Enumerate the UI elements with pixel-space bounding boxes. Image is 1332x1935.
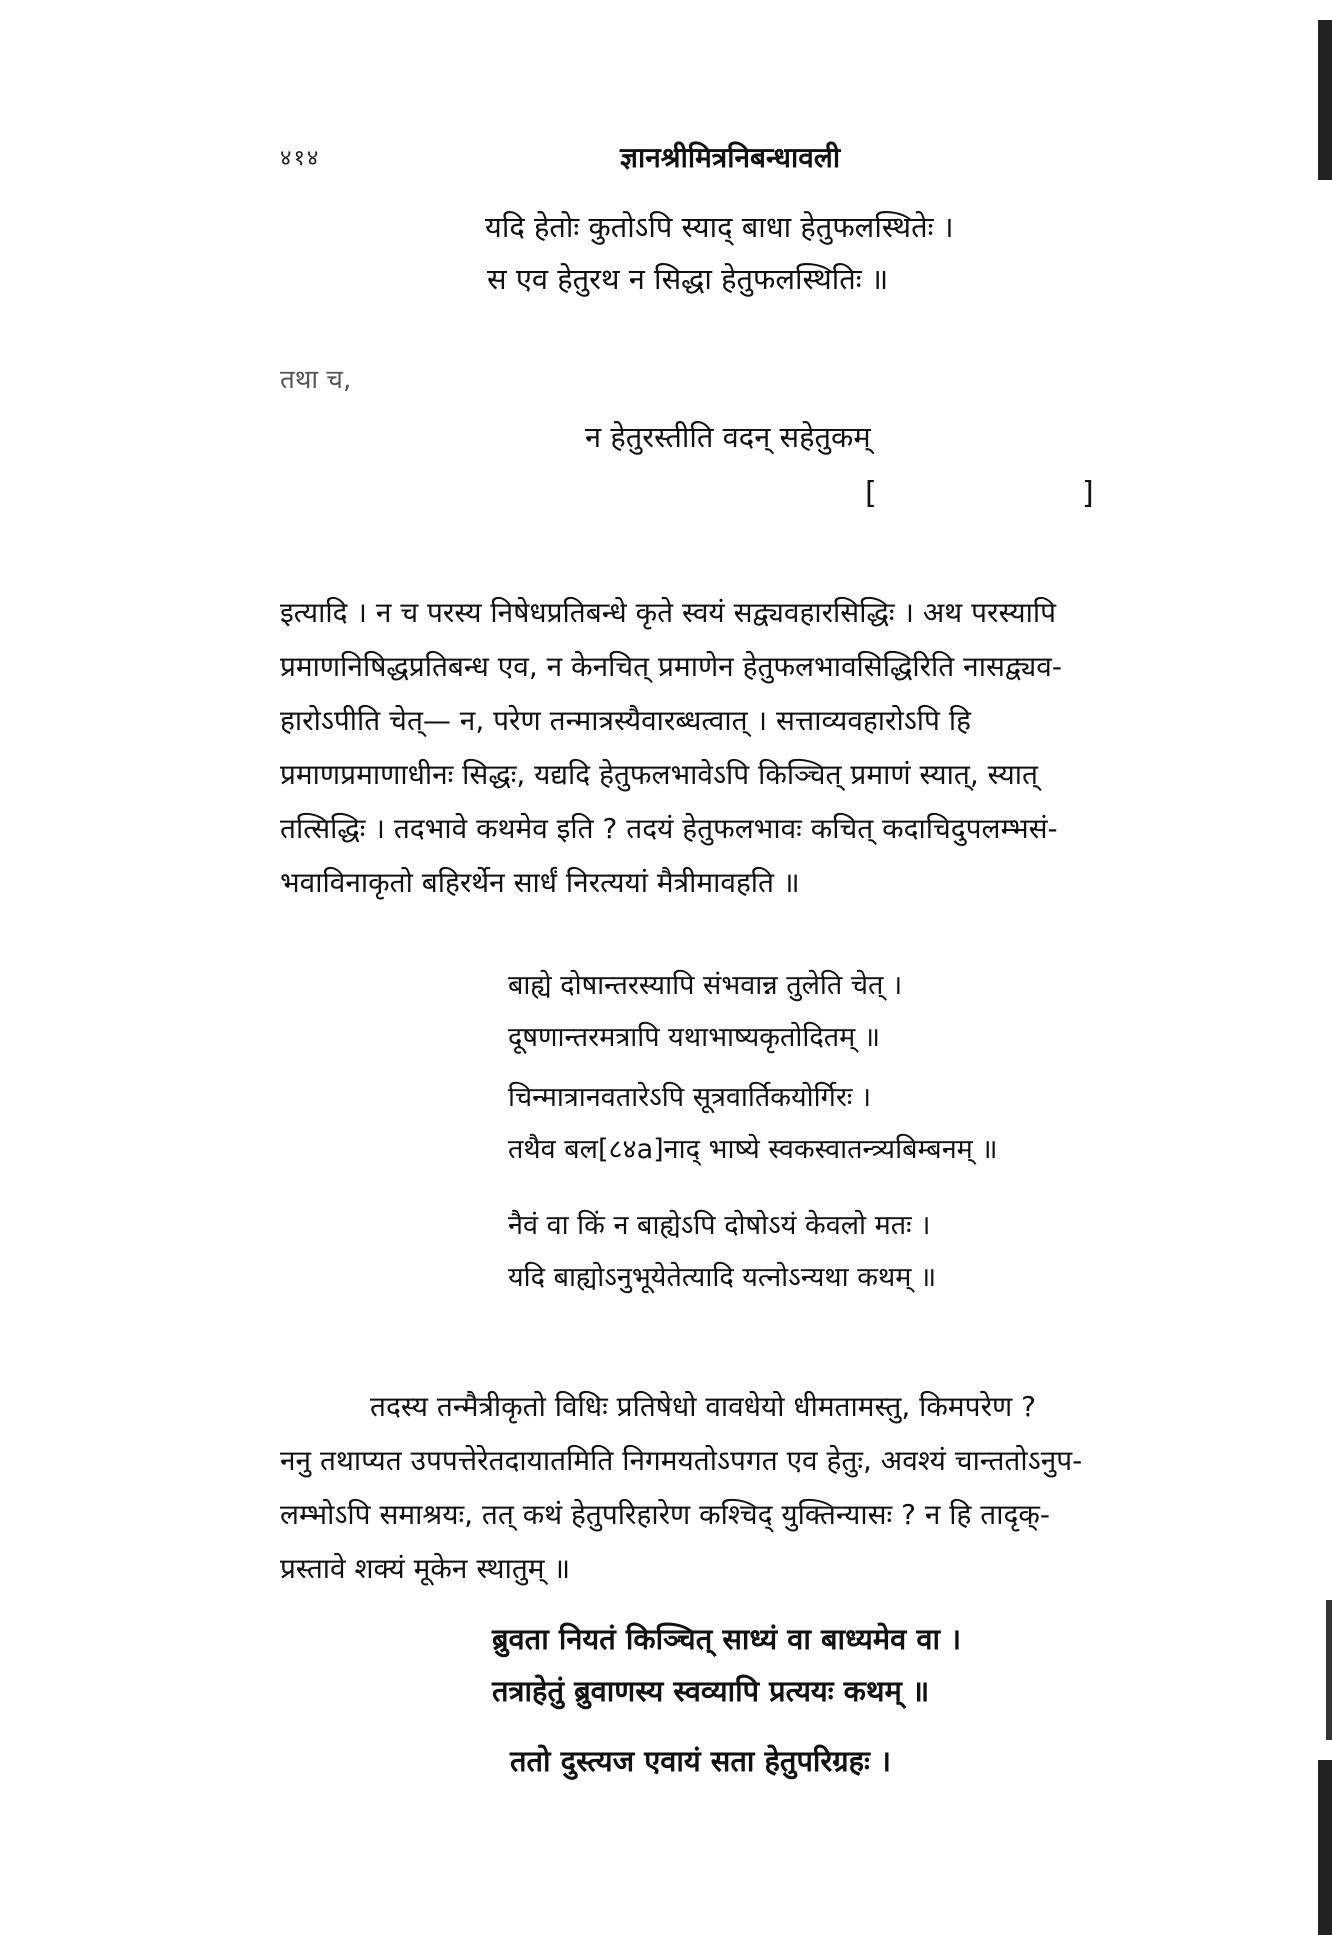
- verse-2-line-1: बाह्ये दोषान्तरस्यापि संभवान्न तुलेति चेत् ।: [508, 970, 903, 1001]
- verse-1-line-1: यदि हेतोः कुतोऽपि स्याद् बाधा हेतुफलस्थितेः ।: [485, 210, 954, 244]
- intro-text: तथा च,: [280, 365, 352, 395]
- verse-4-line-1: नैवं वा किं न बाह्येऽपि दोषोऽयं केवलो मतः ।: [508, 1210, 931, 1241]
- verse-5-line-1: ब्रुवता नियतं किञ्चित् साध्यं वा बाध्यमेव वा ।: [492, 1622, 962, 1656]
- verse-6-line-1: ततो दुस्त्यज एवायं सता हेतुपरिग्रहः ।: [510, 1744, 891, 1778]
- verse-5-line-2: तत्राहेतुं ब्रुवाणस्य स्वव्यापि प्रत्ययः कथम् ॥: [492, 1674, 930, 1708]
- paragraph-2-line: ननु तथाप्यत उपपत्तेरेतदायातमिति निगमयतोऽपगत एव हेतुः, अवश्यं चान्ततोऽनुप-: [280, 1444, 1083, 1477]
- verse-4-line-2: यदि बाह्योऽनुभूयेतेत्यादि यत्नोऽन्यथा कथम् ॥: [508, 1262, 937, 1293]
- page-number: ४१४: [280, 146, 321, 171]
- paragraph-1-line: प्रमाणप्रमाणाधीनः सिद्धः, यद्यदि हेतुफलभावेऽपि किञ्चित् प्रमाणं स्यात्, स्यात्: [280, 758, 1038, 791]
- paragraph-2-line: प्रस्तावे शक्यं मूकेन स्थातुम् ॥: [280, 1552, 571, 1585]
- paragraph-1-line: तत्सिद्धिः । तदभावे कथमेव इति ? तदयं हेतुफलभावः कचित् कदाचिदुपलम्भसं-: [280, 812, 1058, 845]
- bracket-open: [: [865, 476, 877, 511]
- running-title: ज्ञानश्रीमित्रनिबन्धावली: [620, 141, 841, 174]
- verse-3-line-1: चिन्मात्रानवतारेऽपि सूत्रवार्तिकयोर्गिरः ।: [508, 1082, 872, 1113]
- paragraph-1-line: इत्यादि । न च परस्य निषेधप्रतिबन्धे कृते स्वयं सद्व्यवहारसिद्धिः । अथ परस्यापि: [280, 596, 1056, 629]
- scan-edge-shadow: [1318, 20, 1332, 180]
- verse-2-line-2: दूषणान्तरमत्रापि यथाभाष्यकृतोदितम् ॥: [508, 1022, 881, 1053]
- paragraph-1-line: भवाविनाकृतो बहिरर्थेन सार्धं निरत्ययां मैत्रीमावहति ॥: [280, 866, 800, 899]
- paragraph-1-line: हारोऽपीति चेत्— न, परेण तन्मात्रस्यैवारब्धत्वात् । सत्ताव्यवहारोऽपि हि: [280, 704, 971, 737]
- bracket-close: ]: [1082, 476, 1094, 511]
- scan-edge-shadow: [1326, 1600, 1332, 1740]
- paragraph-2-line: लम्भोऽपि समाश्रयः, तत् कथं हेतुपरिहारेण कश्चिद् युक्तिन्यासः ? न हि तादृक्-: [280, 1498, 1050, 1531]
- verse-3-line-2: तथैव बल[८४a]नाद् भाष्ये स्वकस्वातन्त्र्यबिम्बनम् ॥: [508, 1134, 998, 1165]
- page-header: [280, 138, 1000, 178]
- quote-line: न हेतुरस्तीति वदन् सहेतुकम्: [585, 420, 871, 454]
- paragraph-2: [280, 1380, 1220, 1596]
- scan-edge-shadow: [1318, 1760, 1332, 1935]
- verse-1-line-2: स एव हेतुरथ न सिद्धा हेतुफलस्थितिः ॥: [487, 262, 889, 296]
- paragraph-1-line: प्रमाणनिषिद्धप्रतिबन्ध एव, न केनचित् प्रमाणेन हेतुफलभावसिद्धिरिति नासद्व्यव-: [280, 650, 1062, 683]
- paragraph-2-line: तदस्य तन्मैत्रीकृतो विधिः प्रतिषेधो वावधेयो धीमतामस्तु, किमपरेण ?: [370, 1390, 1037, 1423]
- paragraph-1: [280, 586, 1220, 910]
